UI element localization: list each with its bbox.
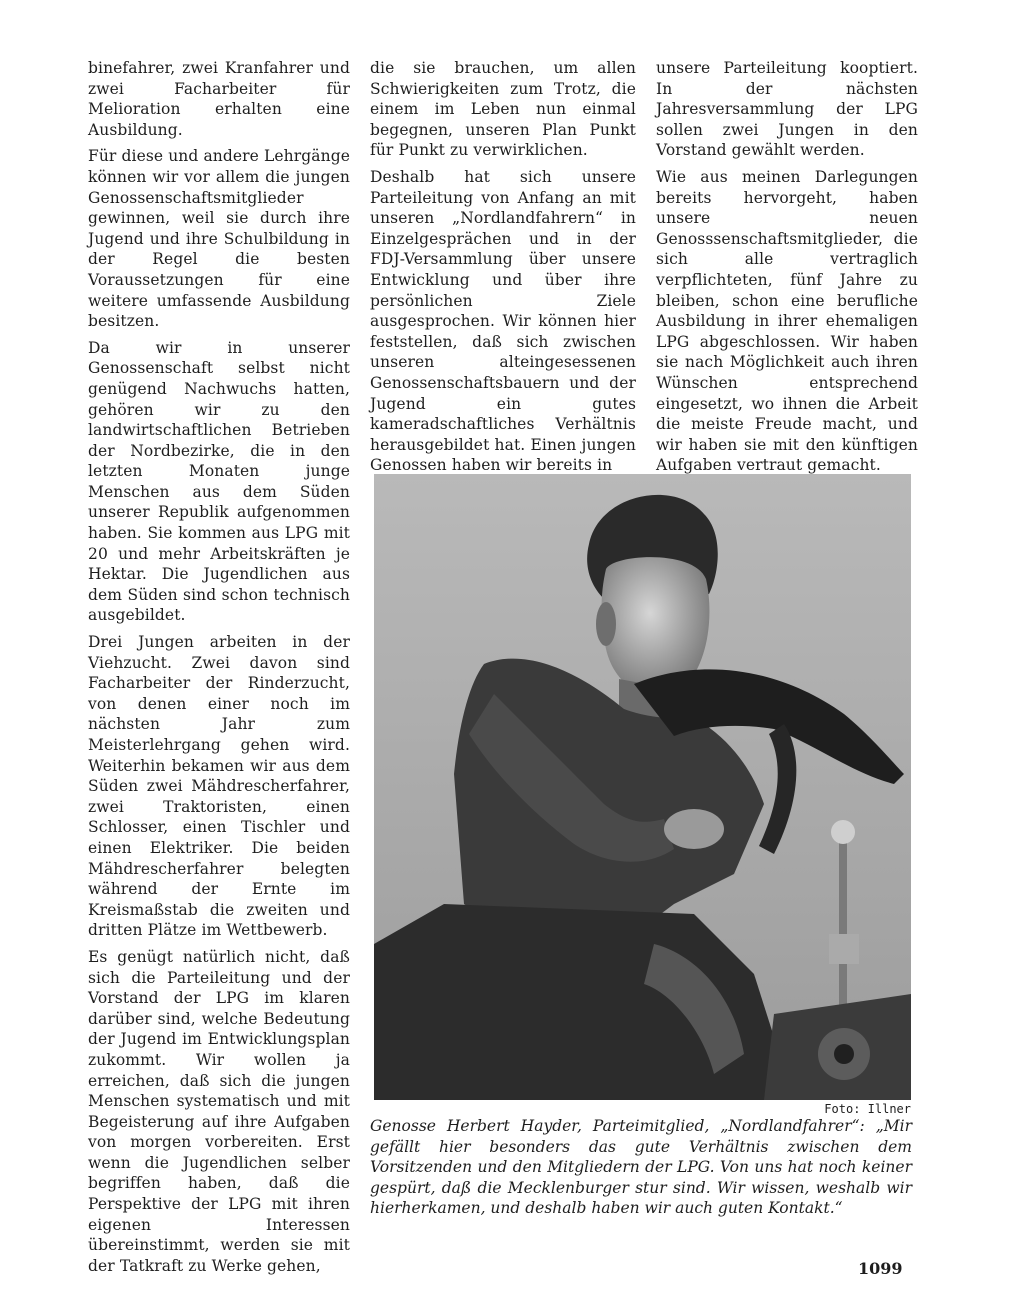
text-column-2: [370, 58, 636, 482]
text-column-1: [88, 58, 350, 1282]
photo-man-at-steering-wheel: [374, 474, 911, 1100]
photo-illustration: [374, 474, 911, 1100]
paragraph: binefahrer, zwei Kranfahrer und zwei Facharbeiter für Melioration erhalten eine Ausbildung.: [88, 59, 350, 139]
paragraph: die sie brauchen, um allen Schwierigkeiten zum Trotz, die einem im Leben nun einmal begegnen, unseren Plan Punkt für Punkt zu verwirklichen.: [370, 59, 636, 160]
paragraph: Drei Jungen arbeiten in der Viehzucht. Zwei davon sind Facharbeiter der Rinderzucht, von denen einer noch im nächsten Jahr zum Meisterlehrgang gehen wird. Weiterhin bekamen wir aus dem Süden zwei Mähdrescherfahrer, zwei Traktoristen, einen Schlosser, einen Tischler und einen Elektriker. Die beiden Mähdrescherfahrer belegten während der Ernte im Kreismaßstab die zweiten und dritten Plätze im Wettbewerb.: [88, 633, 350, 940]
paragraph: Für diese und andere Lehrgänge können wir vor allem die jungen Genossenschaftsmitglieder gewinnen, weil sie durch ihre Jugend und ihre Schulbildung in der Regel die besten Voraussetzungen für eine weitere umfassende Ausbildung besitzen.: [88, 147, 350, 331]
paragraph: Da wir in unserer Genossenschaft selbst nicht genügend Nachwuchs hatten, gehören wir zu den landwirtschaftlichen Betrieben der Nordbezirke, die in den letzten Monaten junge Menschen aus dem Süden unserer Republik aufgenommen haben. Sie kommen aus LPG mit 20 und mehr Arbeitskräften je Hektar. Die Jugendlichen aus dem Süden sind schon technisch ausgebildet.: [88, 338, 350, 625]
photo-caption: Genosse Herbert Hayder, Parteimitglied, „Nordlandfahrer“: „Mir gefällt hier besonders das gute Verhältnis zwischen dem Vorsitzenden und den Mitgliedern der LPG. Von uns hat noch keiner gespürt, daß die Mecklenburger stur sind. Wir wissen, weshalb wir hierherkamen, und deshalb haben wir auch guten Kontakt.“: [370, 1117, 912, 1218]
page-number: 1099: [858, 1259, 903, 1278]
photo-credit: Foto: Illner: [824, 1102, 911, 1116]
paragraph: Deshalb hat sich unsere Parteileitung von Anfang an mit unseren „Nordlandfahrern“ in Einzelgesprächen und in der FDJ-Versammlung über unsere Entwicklung und über ihre persönlichen Ziele ausgesprochen. Wir können hier feststellen, daß sich zwischen unseren alteingesessenen Genossenschaftsbauern und der Jugend ein gutes kameradschaftliches Verhältnis herausgebildet hat. Einen jungen Genossen haben wir bereits in: [370, 167, 636, 475]
paragraph: Wie aus meinen Darlegungen bereits hervorgeht, haben unsere neuen Genosssenschaftsmitglieder, die sich alle vertraglich verpflichteten, fünf Jahre zu bleiben, schon eine berufliche Ausbildung in ihrer ehemaligen LPG abgeschlossen. Wir haben sie nach Möglichkeit auch ihren Wünschen entsprechend eingesetzt, wo ihnen die Arbeit die meiste Freude macht, und wir haben sie mit den künftigen Aufgaben vertraut gemacht.: [656, 167, 918, 475]
paragraph: Es genügt natürlich nicht, daß sich die Parteileitung und der Vorstand der LPG im klaren darüber sind, welche Bedeutung der Jugend im Entwicklungsplan zukommt. Wir wollen ja erreichen, daß sich die jungen Menschen systematisch und mit Begeisterung auf ihre Aufgaben von morgen vorbereiten. Erst wenn die Jugendlichen selber begriffen haben, daß die Perspektive der LPG mit ihren eigenen Interessen übereinstimmt, werden sie mit der Tatkraft zu Werke gehen,: [88, 947, 350, 1275]
paragraph: unsere Parteileitung kooptiert. In der nächsten Jahresversammlung der LPG sollen zwei Jungen in den Vorstand gewählt werden.: [656, 59, 918, 160]
text-column-3: [656, 58, 918, 482]
